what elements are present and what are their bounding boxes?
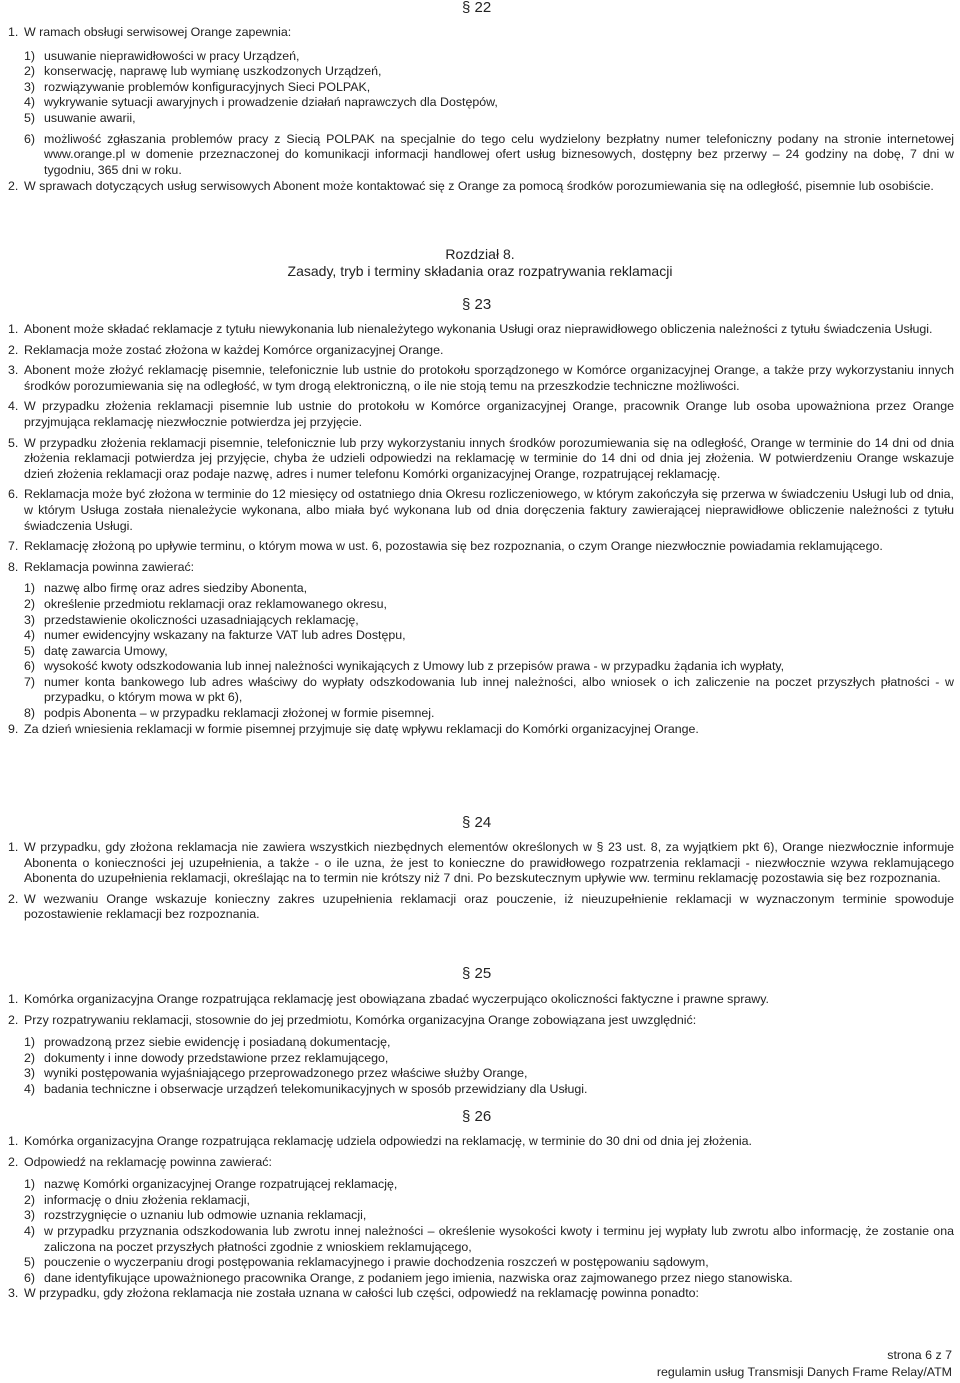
s23-item-3: 3. Abonent może złożyć reklamację pisemnie, telefonicznie lub ustnie do protokołu sporządzonego w Komórce organizacyjnej Orange, a także przy wykorzystaniu innych środków porozumiewania się na odległość, w tym drogą elektroniczną, o ile nie stoją temu na przeszkodzie techniczne możliwości. xyxy=(8,363,954,393)
section-22-body xyxy=(8,25,954,195)
s22-item-2 xyxy=(8,179,954,195)
item-text: W ramach obsługi serwisowej Orange zapewnia: xyxy=(24,25,292,39)
s22-subitem-5: 5) usuwanie awarii, xyxy=(24,110,136,125)
s25-subitem-1: 1) prowadzoną przez siebie ewidencję i posiadaną dokumentację, xyxy=(24,1035,391,1050)
section-25-body xyxy=(8,992,954,1098)
s22-subitem-4: 4) wykrywanie sytuacji awaryjnych i prowadzenie działań naprawczych dla Dostępów, xyxy=(24,95,498,110)
s25-subitem-3: 3) wyniki postępowania wyjaśniającego przeprowadzonego przez właściwe służby Orange, xyxy=(24,1066,528,1081)
s22-subitem-3: 3) rozwiązywanie problemów konfiguracyjnych Sieci POLPAK, xyxy=(24,79,371,94)
s26-item-3: 3. W przypadku, gdy złożona reklamacja nie została uznana w całości lub części, odpowiedź na reklamację powinna ponadto: xyxy=(8,1286,699,1301)
s25-item-1: 1. Komórka organizacyjna Orange rozpatrująca reklamację jest obowiązana zbadać wyczerpująco okoliczności faktyczne i prawne sprawy. xyxy=(8,992,769,1006)
s23-subitem-2: 2) określenie przedmiotu reklamacji oraz reklamowanego okresu, xyxy=(24,596,387,611)
s26-subitem-6: 6) dane identyfikujące upoważnionego pracownika Orange, z podaniem jego imienia, nazwiska oraz zajmowanego przez niego stanowiska. xyxy=(24,1270,793,1285)
footer-document-title: regulamin usług Transmisji Danych Frame Relay/ATM xyxy=(656,1365,952,1379)
section-22-heading: § 22 xyxy=(462,0,492,16)
s24-item-1: 1. W przypadku, gdy złożona reklamacja nie zawiera wszystkich niezbędnych elementów określonych w § 23 ust. 8, za wyjątkiem pkt 6), Orange niezwłocznie informuje Abonenta o konieczności jej uzupełnienia, a także - o ile uzna, że jest to konieczne do prawidłowego rozpatrzenia reklamacji - niezwłocznie wzywa reklamującego Abonenta do uzupełnienia reklamacji, określając na to termin nie krótszy niż 7 dni. Po bezskutecznym upływie ww. terminu reklamację pozostawia się bez rozpoznania. xyxy=(8,840,954,886)
s22-item-1 xyxy=(8,25,954,41)
section-26-body xyxy=(8,1134,954,1302)
s26-subitem-1: 1) nazwę Komórki organizacyjnej Orange rozpatrującej reklamację, xyxy=(24,1177,398,1192)
s23-item-8: 8. Reklamacja powinna zawierać: xyxy=(8,559,195,574)
s23-subitem-7: 7) numer konta bankowego lub adres właściwy do wypłaty odszkodowania lub innej należności, albo wniosek o ich zaliczenie na poczet przyszłych płatności - w przypadku, o którym mowa w pkt 6), xyxy=(24,674,954,705)
s26-subitem-4: 4) w przypadku przyznania odszkodowania lub zwrotu innej należności – określenie wysokości kwoty i terminu jej wypłaty lub zwrotu albo informację, że zostanie ona zaliczona na poczet przyszłych płatności zgodnie z wnioskiem reklamującego, xyxy=(24,1223,954,1254)
s25-item-2: 2. Przy rozpatrywaniu reklamacji, stosownie do jej przedmiotu, Komórka organizacyjna Orange zobowiązana jest uwzględnić: xyxy=(8,1012,697,1027)
s23-item-9: 9. Za dzień wniesienia reklamacji w formie pisemnej przyjmuje się datę wpływu reklamacji do Komórki organizacyjnej Orange. xyxy=(8,721,699,736)
section-26-heading: § 26 xyxy=(462,1108,492,1125)
s26-subitem-3: 3) rozstrzygnięcie o uznaniu lub odmowie uznania reklamacji, xyxy=(24,1208,367,1223)
section-23-body xyxy=(8,322,954,737)
footer-page-number: strona 6 z 7 xyxy=(887,1348,952,1362)
s23-subitem-4: 4) numer ewidencyjny wskazany na fakturze VAT lub adres Dostępu, xyxy=(24,628,406,643)
section-24-heading: § 24 xyxy=(462,814,492,831)
section-24-body xyxy=(8,840,954,923)
s23-subitem-1: 1) nazwę albo firmę oraz adres siedziby Abonenta, xyxy=(24,581,308,596)
item-text: W sprawach dotyczących usług serwisowych Abonent może kontaktować się z Orange za pomocą środków porozumiewania się na odległość, pisemnie lub osobiście. xyxy=(24,179,934,194)
s24-item-2: 2. W wezwaniu Orange wskazuje konieczny zakres uzupełnienia reklamacji oraz pouczenie, iż nieuzupełnienie reklamacji w wyznaczonym terminie spowoduje pozostawienie reklamacji bez rozpoznania. xyxy=(8,891,954,922)
section-25-heading: § 25 xyxy=(462,965,492,982)
item-number: 1. xyxy=(8,25,19,39)
s23-item-7: 7. Reklamację złożoną po upływie terminu, o którym mowa w ust. 6, pozostawia się bez rozpoznania, o czym Orange niezwłocznie powiadamia reklamującego. xyxy=(8,539,883,554)
s23-subitem-5: 5) datę zawarcia Umowy, xyxy=(24,643,168,658)
s23-item-4: 4. W przypadku złożenia reklamacji pisemnie lub ustnie do protokołu w Komórce organizacyjnej Orange, pracownik Orange lub osoba upoważniona przez Orange przyjmująca reklamację niezwłocznie potwierdza jej przyjęcie. xyxy=(8,399,954,429)
s23-item-2: 2. Reklamacja może zostać złożona w każdej Komórce organizacyjnej Orange. xyxy=(8,342,444,357)
s23-subitem-3: 3) przedstawienie okoliczności uzasadniających reklamację, xyxy=(24,612,359,627)
s23-item-1: 1. Abonent może składać reklamacje z tytułu niewykonania lub nienależytego wykonania Usługi oraz nieprawidłowego obliczenia należności z tytułu świadczenia Usługi. xyxy=(8,322,933,336)
s26-item-2: 2. Odpowiedź na reklamację powinna zawierać: xyxy=(8,1154,272,1169)
s23-subitem-6: 6) wysokość kwoty odszkodowania lub innej należności wynikających z Umowy lub z przepisów prawa - w przypadku żądania ich wypłaty, xyxy=(24,659,785,674)
s22-subitem-6: 6) możliwość zgłaszania problemów pracy z Siecią POLPAK na specjalnie do tego celu wydzielony bezpłatny numer telefoniczny podany na stronie internetowej www.orange.pl w domenie przeznaczonej do komunikacji informacji handlowej ofert usług biznesowych, dostępny bez przerwy – 24 godziny na dobę, 7 dni w tygodniu, 365 dni w roku. xyxy=(24,131,954,177)
item-number: 2. xyxy=(8,179,19,194)
s22-subitem-1: 1) usuwanie nieprawidłowości w pracy Urządzeń, xyxy=(24,48,300,63)
s23-subitem-8: 8) podpis Abonenta – w przypadku reklamacji złożonej w formie pisemnej. xyxy=(24,706,435,721)
chapter-title: Rozdział 8. xyxy=(445,246,515,262)
s26-subitem-2: 2) informację o dniu złożenia reklamacji, xyxy=(24,1192,250,1207)
chapter-subtitle: Zasady, tryb i terminy składania oraz rozpatrywania reklamacji xyxy=(287,263,673,279)
s25-subitem-4: 4) badania techniczne i obserwacje urządzeń telekomunikacyjnych w sposób przewidziany dla Usługi. xyxy=(24,1081,588,1096)
section-23-heading: § 23 xyxy=(462,296,492,313)
s23-item-6: 6. Reklamacja może być złożona w terminie do 12 miesięcy od ostatniego dnia Okresu rozliczeniowego, w którym zakończyła się przerwa w świadczeniu Usługi lub od dnia, w którym Usługa została nienależycie wykonana, albo miała być wykonana lub od dnia doręczenia faktury zawierającej nieprawidłowe obliczenie należności z tytułu świadczenia Usługi. xyxy=(8,487,954,533)
s26-subitem-5: 5) pouczenie o wyczerpaniu drogi postępowania reklamacyjnego i prawie dochodzenia roszczeń w postępowaniu sądowym, xyxy=(24,1255,709,1270)
s22-subitem-2: 2) konserwację, naprawę lub wymianę uszkodzonych Urządzeń, xyxy=(24,64,382,79)
s23-item-5: 5. W przypadku złożenia reklamacji pisemnie, telefonicznie lub przy wykorzystaniu innych środków porozumiewania się na odległość, Orange w terminie do 14 dni od dnia złożenia reklamacji potwierdza jej przyjęcie, chyba że udzieli odpowiedzi na reklamację w terminie do 14 dni od dnia jej złożenia. W potwierdzeniu Orange wskazuje dzień złożenia reklamacji oraz podaje nazwę, adres i numer telefonu Komórki organizacyjnej Orange, rozpatrującej reklamację. xyxy=(8,435,954,481)
s25-subitem-2: 2) dokumenty i inne dowody przedstawione przez reklamującego, xyxy=(24,1050,389,1065)
s26-item-1: 1. Komórka organizacyjna Orange rozpatrująca reklamację udziela odpowiedzi na reklamację, w terminie do 30 dni od dnia jej złożenia. xyxy=(8,1134,752,1148)
